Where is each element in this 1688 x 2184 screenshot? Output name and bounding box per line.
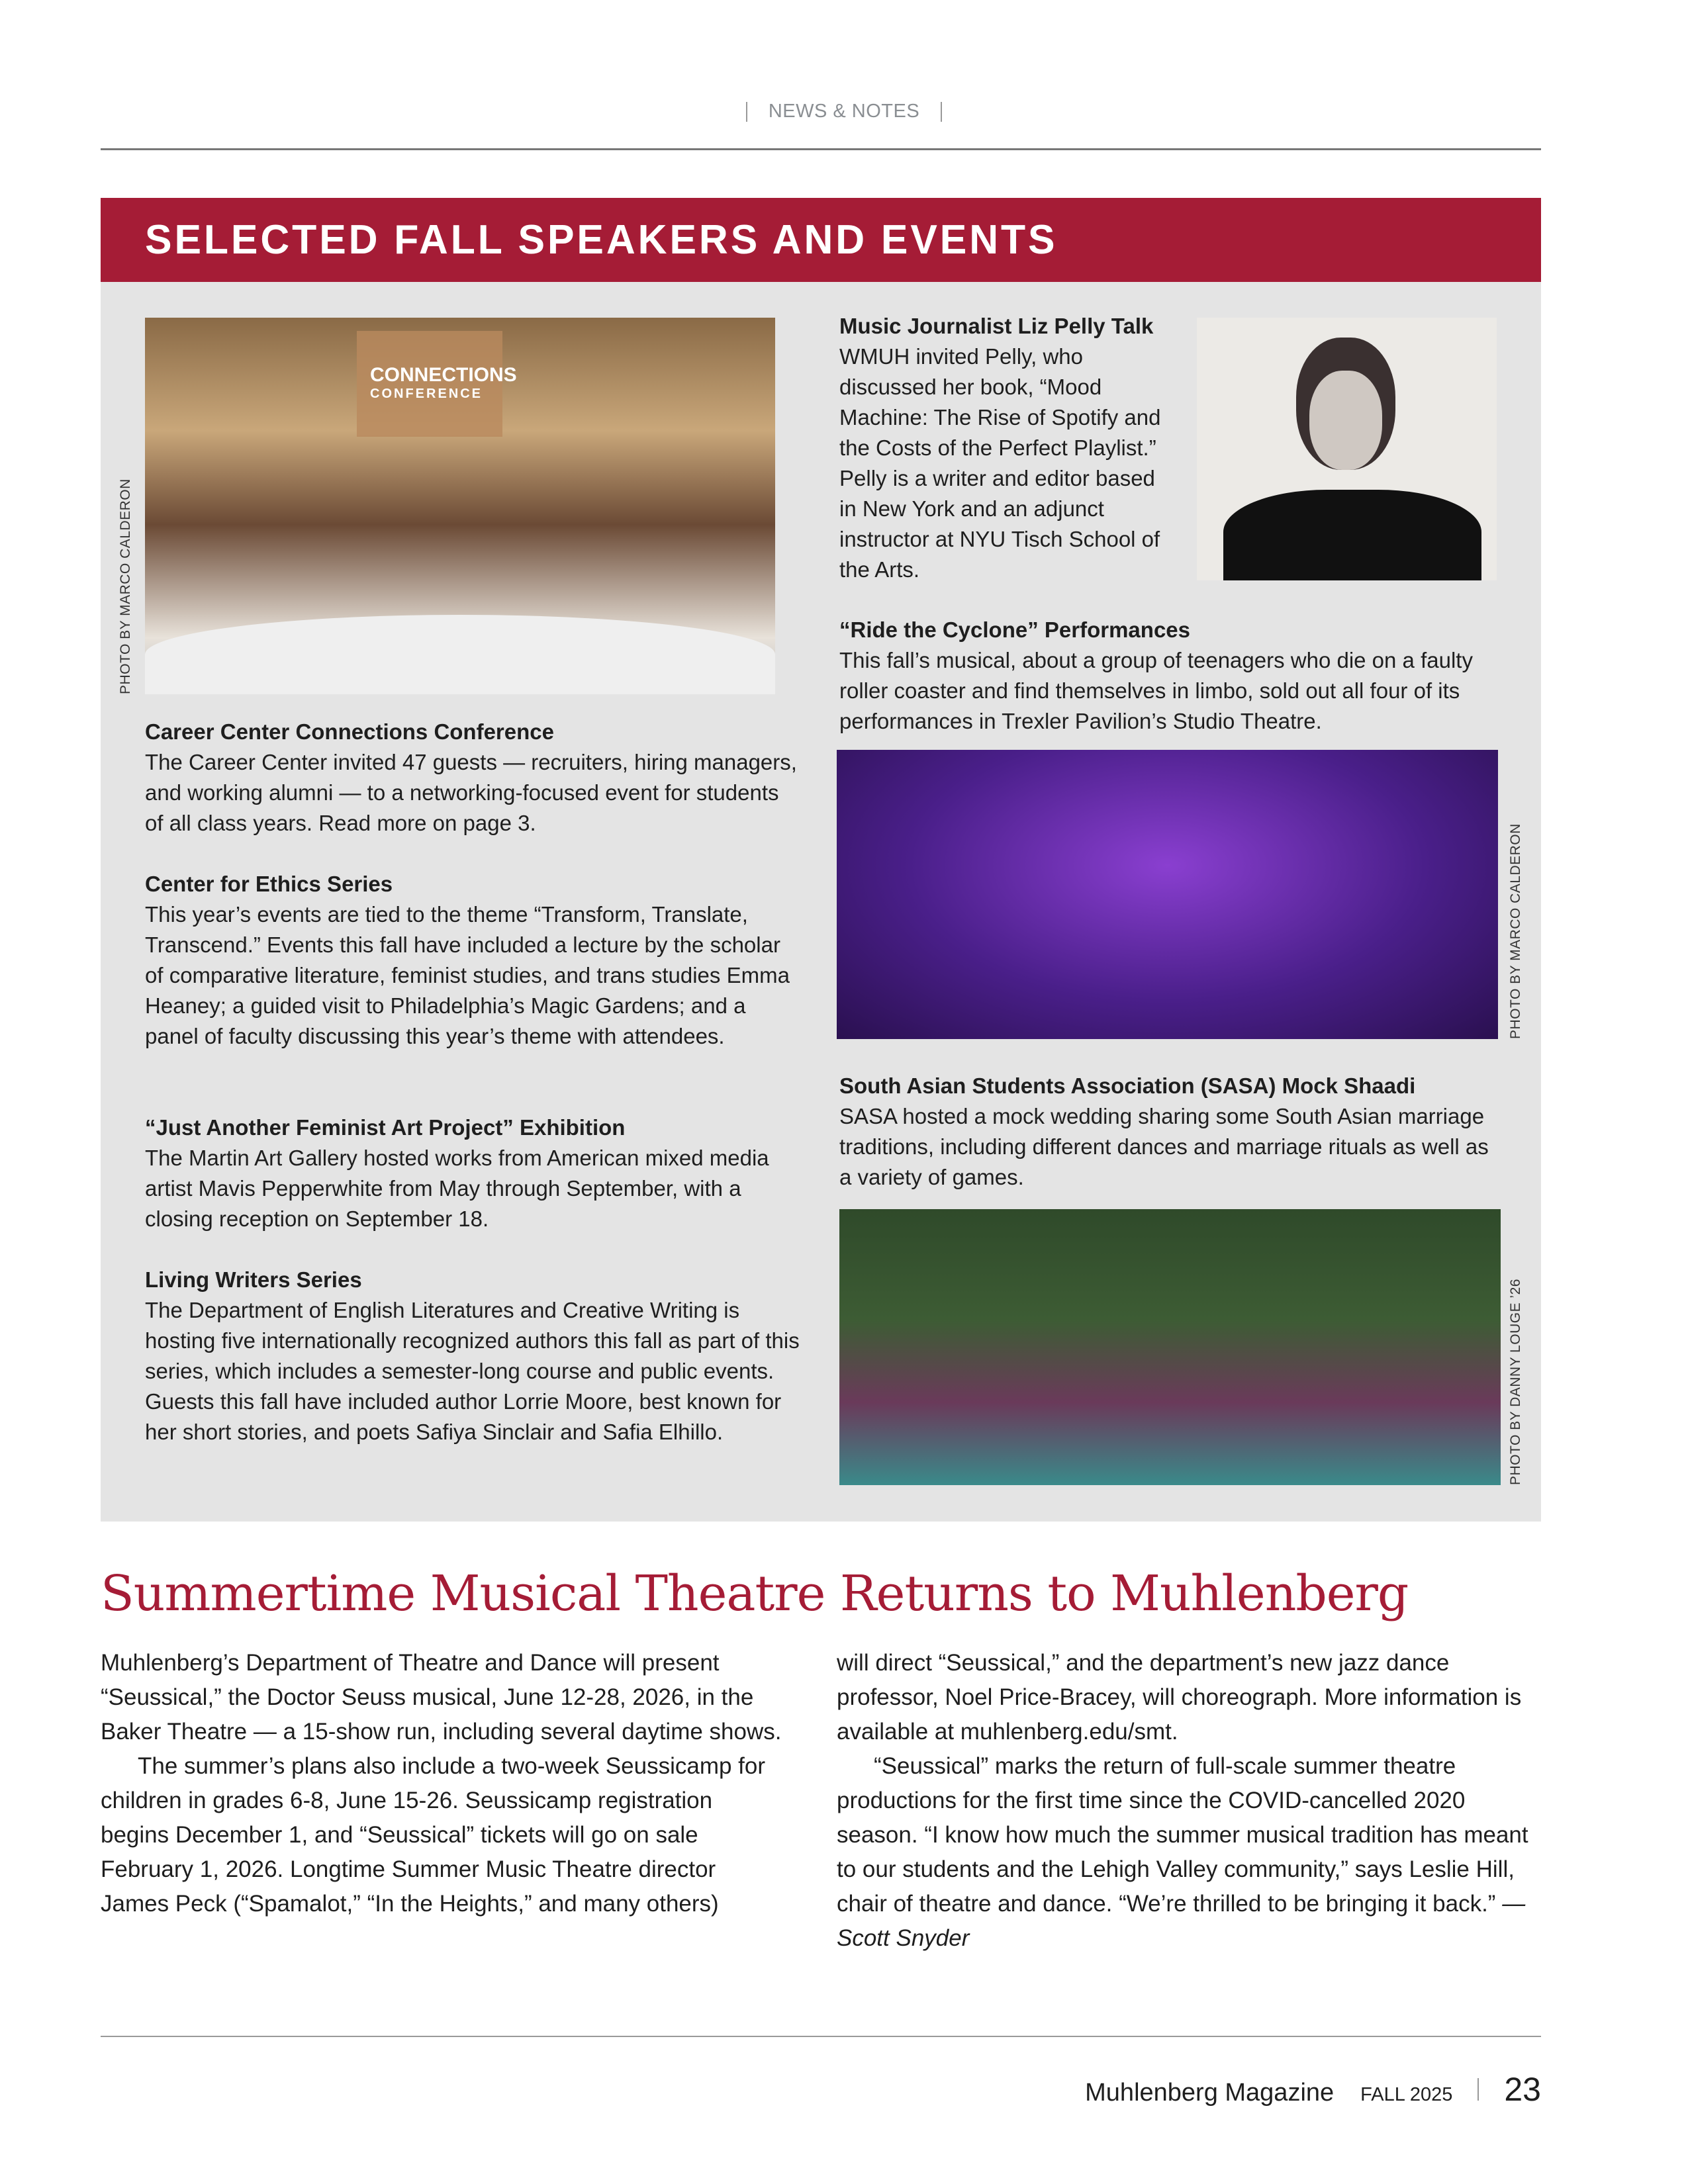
photo-sign: CONNECTIONS CONFERENCE [370, 364, 517, 401]
story-paragraph: “Seussical” marks the return of full-scale summer theatre productions for the first time since the COVID-cancelled 2020 season. “I know how much the summer musical tradition has meant to our students and the Lehigh Valley community,” says Leslie Hill, chair of theatre and dance. “We’re thrilled to be bringing it back.” [837, 1753, 1528, 1917]
event-body: The Martin Art Gallery hosted works from American mixed media artist Mavis Pepperwhite from May through September, with a closing reception on September 18. [145, 1146, 769, 1231]
event-item [145, 717, 800, 839]
story-paragraph: will direct “Seussical,” and the department’s new jazz dance professor, Noel Price-Bracey, will choreograph. More information is available at muhlenberg.edu/smt. [837, 1650, 1522, 1745]
event-body: SASA hosted a mock wedding sharing some South Asian marriage traditions, including different dances and marriage rituals as well as a variety of games. [839, 1104, 1489, 1189]
event-body: This fall’s musical, about a group of teenagers who die on a faulty roller coaster and find themselves in limbo, sold out all four of its performances in Trexler Pavilion’s Studio Theatre. [839, 648, 1473, 733]
story-column-right [837, 1646, 1545, 1956]
photo-credit: PHOTO BY MARCO CALDERON [1508, 823, 1523, 1039]
event-body: This year’s events are tied to the theme “Transform, Translate, Transcend.” Events this fall have included a lecture by the scholar of comparative literature, feminist studies, and trans studies Emma Heaney; a guided visit to Philadelphia’s Magic Gardens; and a panel of faculty discussing this year’s theme with attendees. [145, 902, 790, 1048]
event-item [839, 615, 1501, 737]
event-body: The Career Center invited 47 guests — recruiters, hiring managers, and working alumni — to a networking-focused event for students of all class years. Read more on page 3. [145, 750, 797, 835]
event-item [145, 1113, 807, 1234]
story-paragraph: Muhlenberg’s Department of Theatre and Dance will present “Seussical,” the Doctor Seuss musical, June 12-28, 2026, in the Baker Theatre — a 15-show run, including several daytime shows. [101, 1650, 782, 1745]
event-title: Career Center Connections Conference [145, 719, 554, 744]
event-body: The Department of English Literatures and Creative Writing is hosting five internationally recognized authors this fall as part of this series, which includes a semester-long course and public events. Guests this fall have included author Lorrie Moore, best known for her short stories, and poets Safiya Sinclair and Safia Elhillo. [145, 1298, 800, 1444]
bottom-rule [101, 2036, 1541, 2037]
event-item [145, 869, 800, 1052]
top-rule [101, 148, 1541, 150]
event-item [839, 311, 1170, 585]
running-head-label: NEWS & NOTES [768, 101, 920, 122]
story-column-left [101, 1646, 782, 1921]
event-title: Living Writers Series [145, 1267, 362, 1292]
story-paragraph: The summer’s plans also include a two-week Seussicamp for children in grades 6-8, June 15-26. Seussicamp registration begins December 1, and “Seussical” tickets will go on sale February 1, 2026. Longtime Summer Music Theatre director James Peck (“Spamalot,” “In the Heights,” and many others) [101, 1753, 766, 1917]
event-title: South Asian Students Association (SASA) Mock Shaadi [839, 1073, 1416, 1098]
event-title: Music Journalist Liz Pelly Talk [839, 314, 1154, 338]
page-number: 23 [1504, 2071, 1541, 2108]
section-title: SELECTED FALL SPEAKERS AND EVENTS [145, 217, 1058, 263]
event-title: “Ride the Cyclone” Performances [839, 617, 1190, 642]
section-banner [101, 198, 1541, 282]
liz-pelly-portrait [1197, 318, 1497, 580]
footer-divider [1477, 2078, 1479, 2101]
event-title: “Just Another Feminist Art Project” Exhibition [145, 1115, 626, 1140]
magazine-name: Muhlenberg Magazine [1085, 2079, 1335, 2107]
photo-credit: PHOTO BY DANNY LOUGE ’26 [1508, 1279, 1523, 1485]
ride-the-cyclone-photo [837, 750, 1498, 1039]
sasa-mock-shaadi-photo [839, 1209, 1501, 1485]
event-item [145, 1265, 800, 1447]
event-item [839, 1071, 1501, 1193]
event-title: Center for Ethics Series [145, 872, 393, 896]
photo-credit: PHOTO BY MARCO CALDERON [118, 478, 133, 694]
issue-label: FALL 2025 [1360, 2084, 1453, 2105]
event-body: WMUH invited Pelly, who discussed her book, “Mood Machine: The Rise of Spotify and the Costs of the Perfect Playlist.” Pelly is a writer and editor based in New York and an adjunct instructor at NYU Tisch School of the Arts. [839, 344, 1161, 582]
footer [1085, 2070, 1541, 2109]
byline: —Scott Snyder [837, 1891, 1526, 1951]
career-conference-photo [145, 318, 775, 694]
running-head [0, 101, 1688, 122]
story-headline: Summertime Musical Theatre Returns to Muhlenberg [101, 1565, 1409, 1622]
